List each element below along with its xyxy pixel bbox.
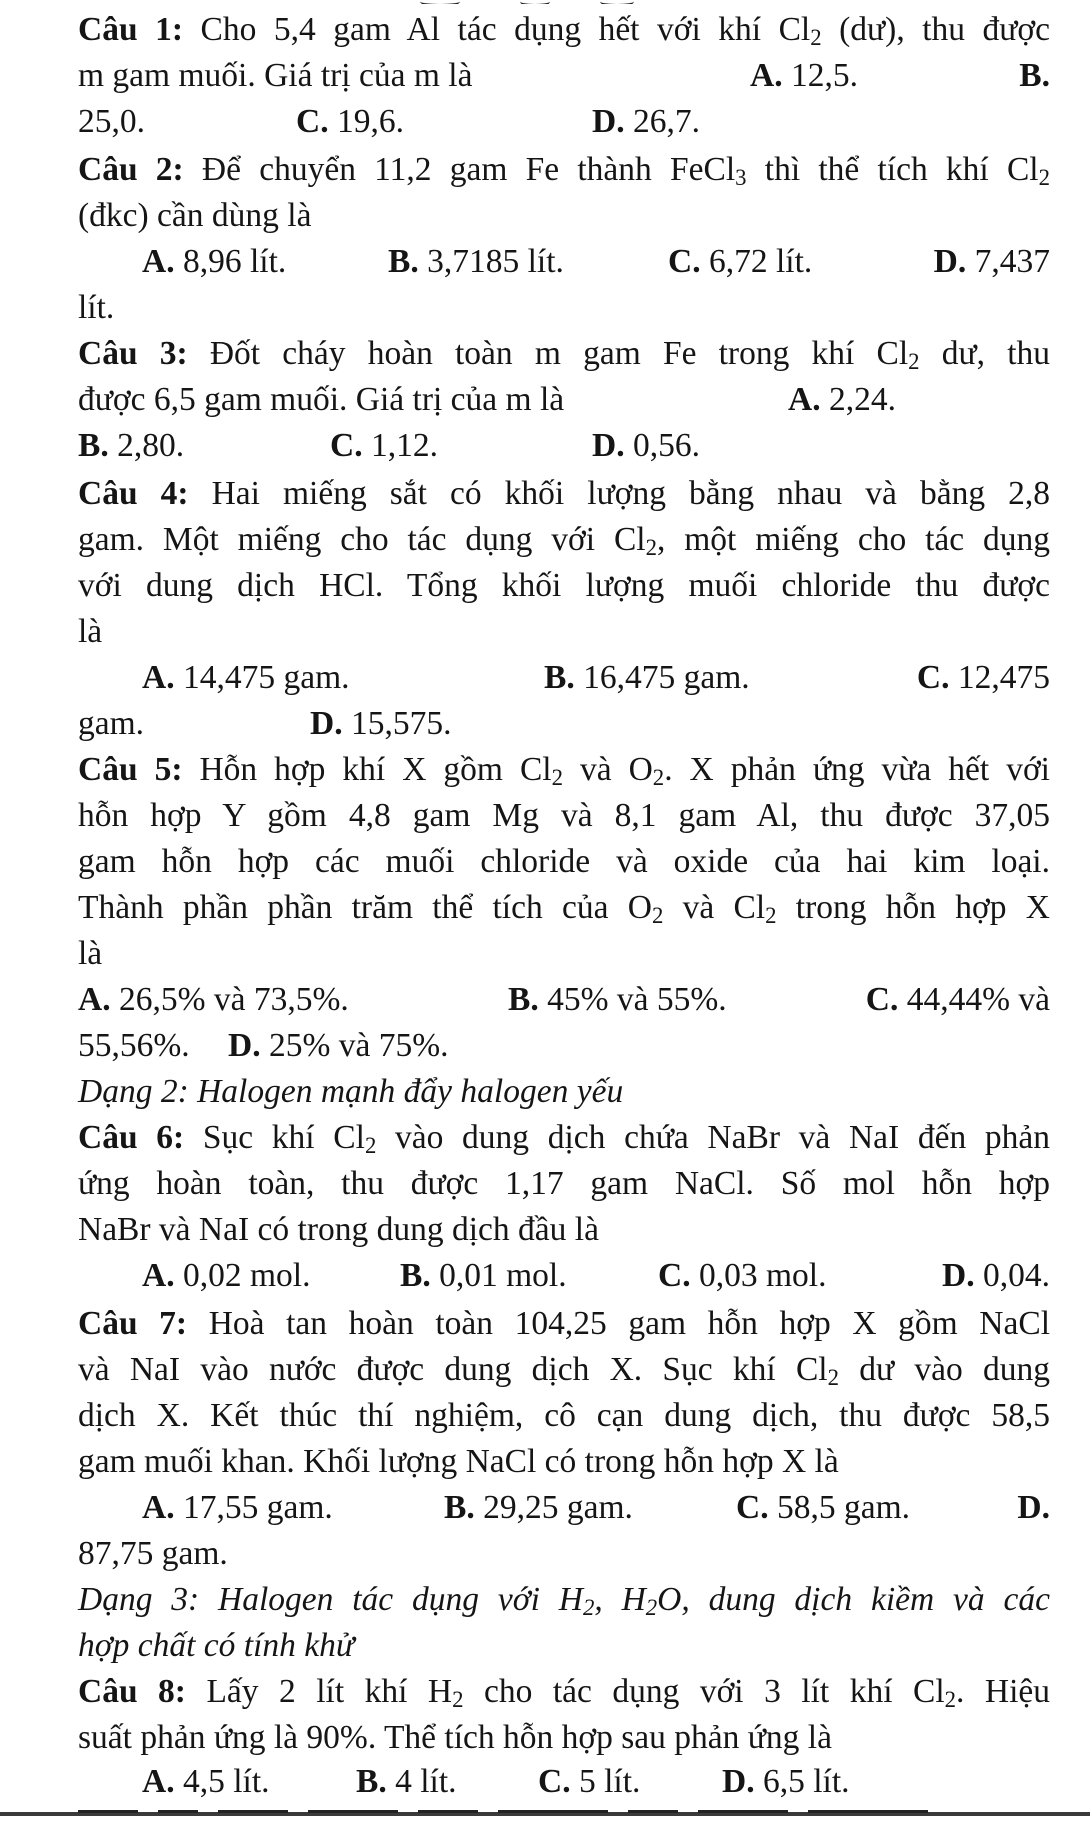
q6-line-1: Câu 6: Sục khí $Cl_2$ vào dung dịch chứa NaBr và NaI đến phản (78, 1119, 1051, 1158)
q7-line-1: Câu 7: Hoà tan hoàn toàn 104,25 gam hỗn hợp X gồm NaCl (78, 1305, 1051, 1342)
q2-label: Câu 2: (78, 151, 184, 188)
q1-line-2: m gam muối. Giá trị của m là A. 12,5. B. (78, 52, 1050, 100)
q1-option-c: C. 19,6. (296, 103, 404, 140)
q5-option-a: A. 26,5% và 73,5%. (78, 981, 349, 1018)
q7-line-3: dịch X. Kết thúc thí nghiệm, cô cạn dung dịch, thu được 58,5 (78, 1397, 1050, 1434)
q2-option-d: D. 7,437 (933, 243, 1050, 280)
q4-line-4: là (78, 613, 103, 650)
q1-option-d: D. 26,7. (592, 103, 700, 140)
q4-line-2: gam. Một miếng cho tác dụng với $Cl_2$, một miếng cho tác dụng (78, 521, 1050, 560)
section-heading-2: Dạng 2: Halogen mạnh đẩy halogen yếu (78, 1073, 624, 1110)
q5-line-3: gam hỗn hợp các muối chloride và oxide của hai kim loại. (78, 843, 1050, 880)
q2-options (78, 238, 1050, 286)
q5-line-5: là (78, 935, 103, 972)
q1-option-a: A. 12,5. (750, 57, 858, 94)
q3-option-c: C. 1,12. (330, 427, 438, 464)
q8-option-b: B. 4 lít. (356, 1763, 457, 1800)
q6-options (78, 1252, 1050, 1300)
q7-option-d-value: 87,75 gam. (78, 1535, 228, 1572)
q4-label: Câu 4: (78, 475, 189, 512)
q2-option-c: C. 6,72 lít. (668, 243, 813, 280)
q1-line-1: Câu 1: Cho 5,4 gam Al tác dụng hết với khí $Cl_2$ (dư), thu được (78, 11, 1050, 50)
q7-label: Câu 7: (78, 1305, 188, 1342)
q5-option-d: D. 25% và 75%. (228, 1027, 449, 1064)
q8-option-c: C. 5 lít. (538, 1763, 641, 1800)
q3-option-d: D. 0,56. (592, 427, 700, 464)
q3-label: Câu 3: (78, 335, 188, 372)
q5-line-2: hỗn hợp Y gồm 4,8 gam Mg và 8,1 gam Al, thu được 37,05 (78, 797, 1050, 834)
q8-option-d: D. 6,5 lít. (722, 1763, 850, 1800)
section-heading-3: Dạng 3: Halogen tác dụng với $H_2$, $H_2O$, dung dịch kiềm và các (78, 1581, 1050, 1620)
q5-option-b: B. 45% và 55%. (508, 981, 727, 1018)
q4-option-d: D. 15,575. (310, 705, 452, 742)
q5-option-c: C. 44,44% và (865, 981, 1050, 1018)
q6-option-c: C. 0,03 mol. (658, 1257, 827, 1294)
q4-option-a: A. 14,475 gam. (142, 659, 350, 696)
q2-line-1: Câu 2: Để chuyển 11,2 gam Fe thành FeCl$_3$ thì thể tích khí $Cl_2$ (78, 151, 1051, 190)
q4-line-3: với dung dịch HCl. Tổng khối lượng muối chloride thu được (78, 567, 1050, 604)
q1-label: Câu 1: (78, 11, 183, 48)
q6-option-a: A. 0,02 mol. (142, 1257, 311, 1294)
q4-options (78, 654, 1050, 702)
q4-line-6: gam. D. 15,575. (78, 700, 1050, 748)
q4-option-b: B. 16,475 gam. (544, 659, 750, 696)
q2-line-2: (đkc) cần dùng là (78, 197, 312, 234)
q3-option-b: B. 2,80. (78, 427, 185, 464)
q7-option-a: A. 17,55 gam. (142, 1489, 333, 1526)
q5-label: Câu 5: (78, 751, 183, 788)
q2-option-b: B. 3,7185 lít. (388, 243, 564, 280)
q8-label: Câu 8: (78, 1673, 186, 1710)
q7-option-c: C. 58,5 gam. (736, 1489, 911, 1526)
q7-options (78, 1484, 1050, 1532)
q6-line-2: ứng hoàn toàn, thu được 1,17 gam NaCl. Số mol hỗn hợp (78, 1165, 1050, 1202)
q3-option-a: A. 2,24. (788, 381, 896, 418)
q8-option-a: A. 4,5 lít. (142, 1763, 270, 1800)
q1-option-b-label: B. (1019, 57, 1050, 94)
q8-line-2: suất phản ứng là 90%. Thể tích hỗn hợp sau phản ứng là (78, 1719, 832, 1756)
q7-option-b: B. 29,25 gam. (444, 1489, 633, 1526)
q1-option-b-value: 25,0. (78, 103, 145, 140)
q1-line-3 (78, 98, 1050, 146)
q3-line-1: Câu 3: Đốt cháy hoàn toàn m gam Fe trong khí $Cl_2$ dư, thu (78, 335, 1051, 374)
q3-line-2: được 6,5 gam muối. Giá trị của m là A. 2,24. (78, 376, 1050, 424)
q8-line-1: Câu 8: Lấy 2 lít khí $H_2$ cho tác dụng với 3 lít khí $Cl_2$. Hiệu (78, 1673, 1051, 1712)
q6-label: Câu 6: (78, 1119, 185, 1156)
q6-option-d: D. 0,04. (942, 1257, 1050, 1294)
q6-line-3: NaBr và NaI có trong dung dịch đầu là (78, 1211, 599, 1248)
q8-options (78, 1758, 1050, 1806)
q2-option-d-continued: lít. (78, 289, 115, 326)
q7-option-d-label: D. (1017, 1489, 1050, 1526)
cropped-text-fragment-bottom (78, 1806, 1050, 1821)
q7-line-2: và NaI vào nước được dung dịch X. Sục khí $Cl_2$ dư vào dung (78, 1351, 1050, 1390)
q5-line-7: 55,56%. D. 25% và 75%. (78, 1022, 1050, 1070)
cropped-text-fragment-top (0, 0, 1090, 4)
q5-line-4: Thành phần phần trăm thể tích của $O_2$ và $Cl_2$ trong hỗn hợp X (78, 889, 1050, 928)
q4-option-c: C. 12,475 (916, 659, 1050, 696)
q2-option-a: A. 8,96 lít. (142, 243, 287, 280)
q5-options (78, 976, 1050, 1024)
q4-line-1: Câu 4: Hai miếng sắt có khối lượng bằng nhau và bằng 2,8 (78, 475, 1051, 512)
q5-line-1: Câu 5: Hỗn hợp khí X gồm $Cl_2$ và $O_2$. X phản ứng vừa hết với (78, 751, 1050, 790)
section-heading-3-line-2: hợp chất có tính khử (78, 1627, 355, 1664)
q7-line-4: gam muối khan. Khối lượng NaCl có trong hỗn hợp X là (78, 1443, 839, 1480)
q3-line-3 (78, 422, 1050, 470)
q6-option-b: B. 0,01 mol. (400, 1257, 567, 1294)
